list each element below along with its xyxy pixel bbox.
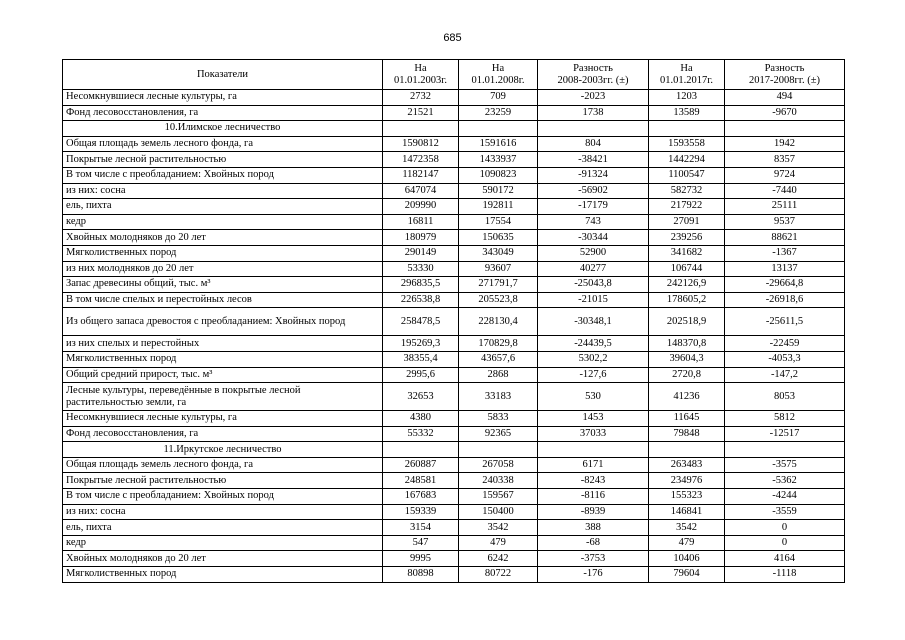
section-title: 11.Иркутское лесничество xyxy=(63,442,383,458)
section-empty-cell xyxy=(538,121,649,137)
row-label: кедр xyxy=(63,214,383,230)
diff-2017-2008: 13137 xyxy=(725,261,845,277)
diff-2008-2003: -24439,5 xyxy=(538,336,649,352)
value-2017: 106744 xyxy=(649,261,725,277)
value-2003: 290149 xyxy=(383,245,459,261)
table-row xyxy=(63,473,845,489)
value-2003: 3154 xyxy=(383,520,459,536)
diff-2017-2008: -5362 xyxy=(725,473,845,489)
value-2003: 258478,5 xyxy=(383,308,459,336)
diff-2017-2008: -1118 xyxy=(725,567,845,583)
diff-2008-2003: -2023 xyxy=(538,90,649,106)
row-label: Общая площадь земель лесного фонда, га xyxy=(63,457,383,473)
value-2017: 1100547 xyxy=(649,167,725,183)
value-2017: 341682 xyxy=(649,245,725,261)
diff-2017-2008: 0 xyxy=(725,535,845,551)
diff-2017-2008: -4053,3 xyxy=(725,351,845,367)
section-empty-cell xyxy=(725,121,845,137)
value-2003: 2995,6 xyxy=(383,367,459,383)
value-2017: 1442294 xyxy=(649,152,725,168)
value-2017: 234976 xyxy=(649,473,725,489)
value-2008: 150635 xyxy=(459,230,538,246)
diff-2008-2003: 743 xyxy=(538,214,649,230)
value-2017: 11645 xyxy=(649,411,725,427)
diff-2008-2003: -25043,8 xyxy=(538,277,649,293)
row-label: Несомкнувшиеся лесные культуры, га xyxy=(63,411,383,427)
value-2008: 23259 xyxy=(459,105,538,121)
value-2003: 9995 xyxy=(383,551,459,567)
diff-2017-2008: 9537 xyxy=(725,214,845,230)
value-2003: 167683 xyxy=(383,489,459,505)
forest-fund-table xyxy=(62,59,845,583)
value-2003: 547 xyxy=(383,535,459,551)
header-diff2-line1: Разность xyxy=(764,62,805,74)
table-row xyxy=(63,308,845,336)
value-2008: 159567 xyxy=(459,489,538,505)
diff-2008-2003: 52900 xyxy=(538,245,649,261)
value-2017: 2720,8 xyxy=(649,367,725,383)
value-2017: 148370,8 xyxy=(649,336,725,352)
header-diff2-line2: 2017-2008гг. (±) xyxy=(749,74,820,86)
value-2008: 150400 xyxy=(459,504,538,520)
value-2017: 242126,9 xyxy=(649,277,725,293)
header-2017 xyxy=(649,60,725,90)
value-2008: 3542 xyxy=(459,520,538,536)
header-2003 xyxy=(383,60,459,90)
value-2008: 240338 xyxy=(459,473,538,489)
row-label: Лесные культуры, переведённые в покрытые лесной растительностью земли, га xyxy=(63,383,383,411)
value-2003: 1182147 xyxy=(383,167,459,183)
table-row xyxy=(63,383,845,411)
diff-2008-2003: 6171 xyxy=(538,457,649,473)
diff-2008-2003: -30344 xyxy=(538,230,649,246)
value-2008: 205523,8 xyxy=(459,292,538,308)
value-2017: 79848 xyxy=(649,426,725,442)
header-diff-2008-2003 xyxy=(538,60,649,90)
row-label: Из общего запаса древостоя с преобладанием: Хвойных пород xyxy=(63,308,383,336)
value-2008: 1090823 xyxy=(459,167,538,183)
diff-2008-2003: -127,6 xyxy=(538,367,649,383)
diff-2008-2003: -68 xyxy=(538,535,649,551)
table-body xyxy=(63,90,845,583)
value-2008: 5833 xyxy=(459,411,538,427)
diff-2008-2003: 40277 xyxy=(538,261,649,277)
page-number: 685 xyxy=(443,32,462,44)
value-2008: 92365 xyxy=(459,426,538,442)
table-row xyxy=(63,214,845,230)
diff-2008-2003: -21015 xyxy=(538,292,649,308)
diff-2017-2008: -1367 xyxy=(725,245,845,261)
table-row xyxy=(63,90,845,106)
diff-2008-2003: 37033 xyxy=(538,426,649,442)
diff-2017-2008: 0 xyxy=(725,520,845,536)
section-empty-cell xyxy=(383,442,459,458)
value-2017: 27091 xyxy=(649,214,725,230)
header-2017-line2: 01.01.2017г. xyxy=(660,74,713,86)
row-label: из них молодняков до 20 лет xyxy=(63,261,383,277)
diff-2017-2008: 25111 xyxy=(725,199,845,215)
row-label: из них спелых и перестойных xyxy=(63,336,383,352)
row-label: В том числе с преобладанием: Хвойных пород xyxy=(63,489,383,505)
diff-2017-2008: -26918,6 xyxy=(725,292,845,308)
value-2003: 2732 xyxy=(383,90,459,106)
table-row xyxy=(63,167,845,183)
table-row xyxy=(63,199,845,215)
header-2003-line2: 01.01.2003г. xyxy=(394,74,447,86)
diff-2017-2008: -3559 xyxy=(725,504,845,520)
row-label: из них: сосна xyxy=(63,183,383,199)
diff-2008-2003: 1738 xyxy=(538,105,649,121)
row-label: Запас древесины общий, тыс. м³ xyxy=(63,277,383,293)
table-row xyxy=(63,551,845,567)
value-2017: 479 xyxy=(649,535,725,551)
table-row xyxy=(63,136,845,152)
row-label: Общая площадь земель лесного фонда, га xyxy=(63,136,383,152)
table-row xyxy=(63,152,845,168)
value-2008: 33183 xyxy=(459,383,538,411)
row-label: Фонд лесовосстановления, га xyxy=(63,426,383,442)
value-2003: 21521 xyxy=(383,105,459,121)
diff-2017-2008: -4244 xyxy=(725,489,845,505)
diff-2008-2003: -17179 xyxy=(538,199,649,215)
value-2008: 228130,4 xyxy=(459,308,538,336)
row-label: кедр xyxy=(63,535,383,551)
section-empty-cell xyxy=(383,121,459,137)
value-2003: 260887 xyxy=(383,457,459,473)
section-empty-cell xyxy=(649,121,725,137)
section-empty-cell xyxy=(459,442,538,458)
row-label: Мягколиственных пород xyxy=(63,567,383,583)
table-row xyxy=(63,489,845,505)
section-row xyxy=(63,442,845,458)
value-2003: 1472358 xyxy=(383,152,459,168)
value-2017: 79604 xyxy=(649,567,725,583)
diff-2017-2008: 8053 xyxy=(725,383,845,411)
header-2008-line2: 01.01.2008г. xyxy=(471,74,525,86)
diff-2017-2008: 9724 xyxy=(725,167,845,183)
table-row xyxy=(63,183,845,199)
section-empty-cell xyxy=(459,121,538,137)
value-2008: 2868 xyxy=(459,367,538,383)
value-2008: 170829,8 xyxy=(459,336,538,352)
value-2008: 709 xyxy=(459,90,538,106)
value-2017: 146841 xyxy=(649,504,725,520)
value-2003: 1590812 xyxy=(383,136,459,152)
value-2017: 10406 xyxy=(649,551,725,567)
value-2003: 80898 xyxy=(383,567,459,583)
header-2008-line1: На xyxy=(491,62,505,74)
diff-2017-2008: 5812 xyxy=(725,411,845,427)
value-2017: 13589 xyxy=(649,105,725,121)
table-row xyxy=(63,367,845,383)
section-empty-cell xyxy=(649,442,725,458)
section-empty-cell xyxy=(725,442,845,458)
row-label: В том числе спелых и перестойных лесов xyxy=(63,292,383,308)
value-2003: 647074 xyxy=(383,183,459,199)
diff-2008-2003: -176 xyxy=(538,567,649,583)
row-label: Покрытые лесной растительностью xyxy=(63,473,383,489)
value-2003: 226538,8 xyxy=(383,292,459,308)
table-row xyxy=(63,457,845,473)
value-2017: 178605,2 xyxy=(649,292,725,308)
value-2003: 195269,3 xyxy=(383,336,459,352)
value-2003: 159339 xyxy=(383,504,459,520)
value-2008: 17554 xyxy=(459,214,538,230)
diff-2017-2008: 1942 xyxy=(725,136,845,152)
value-2003: 4380 xyxy=(383,411,459,427)
value-2017: 155323 xyxy=(649,489,725,505)
value-2008: 6242 xyxy=(459,551,538,567)
value-2017: 3542 xyxy=(649,520,725,536)
value-2008: 93607 xyxy=(459,261,538,277)
value-2017: 1593558 xyxy=(649,136,725,152)
value-2008: 267058 xyxy=(459,457,538,473)
diff-2008-2003: 5302,2 xyxy=(538,351,649,367)
value-2017: 1203 xyxy=(649,90,725,106)
value-2008: 343049 xyxy=(459,245,538,261)
table-row xyxy=(63,535,845,551)
table-row xyxy=(63,292,845,308)
section-row xyxy=(63,121,845,137)
table-row xyxy=(63,351,845,367)
diff-2017-2008: -29664,8 xyxy=(725,277,845,293)
table-row xyxy=(63,426,845,442)
row-label: ель, пихта xyxy=(63,520,383,536)
diff-2017-2008: 494 xyxy=(725,90,845,106)
row-label: ель, пихта xyxy=(63,199,383,215)
table-row xyxy=(63,277,845,293)
diff-2017-2008: -3575 xyxy=(725,457,845,473)
value-2008: 192811 xyxy=(459,199,538,215)
value-2003: 38355,4 xyxy=(383,351,459,367)
table-row xyxy=(63,520,845,536)
value-2003: 16811 xyxy=(383,214,459,230)
diff-2017-2008: 4164 xyxy=(725,551,845,567)
table-row xyxy=(63,105,845,121)
diff-2008-2003: -91324 xyxy=(538,167,649,183)
diff-2017-2008: -9670 xyxy=(725,105,845,121)
row-label: Хвойных молодняков до 20 лет xyxy=(63,551,383,567)
value-2008: 479 xyxy=(459,535,538,551)
diff-2008-2003: -8939 xyxy=(538,504,649,520)
table-row xyxy=(63,336,845,352)
diff-2017-2008: -147,2 xyxy=(725,367,845,383)
table-row xyxy=(63,411,845,427)
value-2017: 41236 xyxy=(649,383,725,411)
header-diff1-line1: Разность xyxy=(573,62,613,74)
diff-2017-2008: -7440 xyxy=(725,183,845,199)
value-2003: 32653 xyxy=(383,383,459,411)
header-indicators: Показатели xyxy=(63,60,383,90)
header-diff-2017-2008 xyxy=(725,60,845,90)
diff-2008-2003: -8116 xyxy=(538,489,649,505)
diff-2008-2003: -3753 xyxy=(538,551,649,567)
value-2008: 43657,6 xyxy=(459,351,538,367)
diff-2008-2003: -30348,1 xyxy=(538,308,649,336)
value-2008: 1433937 xyxy=(459,152,538,168)
value-2003: 53330 xyxy=(383,261,459,277)
diff-2008-2003: 530 xyxy=(538,383,649,411)
table-row xyxy=(63,230,845,246)
diff-2008-2003: -8243 xyxy=(538,473,649,489)
header-2017-line1: На xyxy=(680,62,693,74)
value-2003: 209990 xyxy=(383,199,459,215)
row-label: Мягколиственных пород xyxy=(63,245,383,261)
value-2017: 39604,3 xyxy=(649,351,725,367)
row-label: В том числе с преобладанием: Хвойных пород xyxy=(63,167,383,183)
header-2008 xyxy=(459,60,538,90)
diff-2017-2008: 8357 xyxy=(725,152,845,168)
value-2003: 55332 xyxy=(383,426,459,442)
row-label: Хвойных молодняков до 20 лет xyxy=(63,230,383,246)
value-2017: 239256 xyxy=(649,230,725,246)
table-row xyxy=(63,504,845,520)
diff-2017-2008: -25611,5 xyxy=(725,308,845,336)
diff-2017-2008: 88621 xyxy=(725,230,845,246)
diff-2008-2003: -56902 xyxy=(538,183,649,199)
row-label: Несомкнувшиеся лесные культуры, га xyxy=(63,90,383,106)
row-label: Покрытые лесной растительностью xyxy=(63,152,383,168)
row-label: Мягколиственных пород xyxy=(63,351,383,367)
diff-2008-2003: 804 xyxy=(538,136,649,152)
header-2003-line1: На xyxy=(414,62,427,74)
diff-2008-2003: -38421 xyxy=(538,152,649,168)
section-empty-cell xyxy=(538,442,649,458)
row-label: Фонд лесовосстановления, га xyxy=(63,105,383,121)
table-row xyxy=(63,245,845,261)
value-2003: 180979 xyxy=(383,230,459,246)
diff-2008-2003: 1453 xyxy=(538,411,649,427)
section-title: 10.Илимское лесничество xyxy=(63,121,383,137)
value-2017: 263483 xyxy=(649,457,725,473)
value-2003: 296835,5 xyxy=(383,277,459,293)
diff-2017-2008: -22459 xyxy=(725,336,845,352)
header-diff1-line2: 2008-2003гг. (±) xyxy=(557,74,629,86)
value-2017: 217922 xyxy=(649,199,725,215)
value-2008: 590172 xyxy=(459,183,538,199)
value-2008: 271791,7 xyxy=(459,277,538,293)
value-2008: 1591616 xyxy=(459,136,538,152)
diff-2017-2008: -12517 xyxy=(725,426,845,442)
diff-2008-2003: 388 xyxy=(538,520,649,536)
table-row xyxy=(63,567,845,583)
row-label: Общий средний прирост, тыс. м³ xyxy=(63,367,383,383)
table-header-row xyxy=(63,60,845,90)
value-2008: 80722 xyxy=(459,567,538,583)
row-label: из них: сосна xyxy=(63,504,383,520)
table-row xyxy=(63,261,845,277)
value-2017: 202518,9 xyxy=(649,308,725,336)
value-2017: 582732 xyxy=(649,183,725,199)
value-2003: 248581 xyxy=(383,473,459,489)
